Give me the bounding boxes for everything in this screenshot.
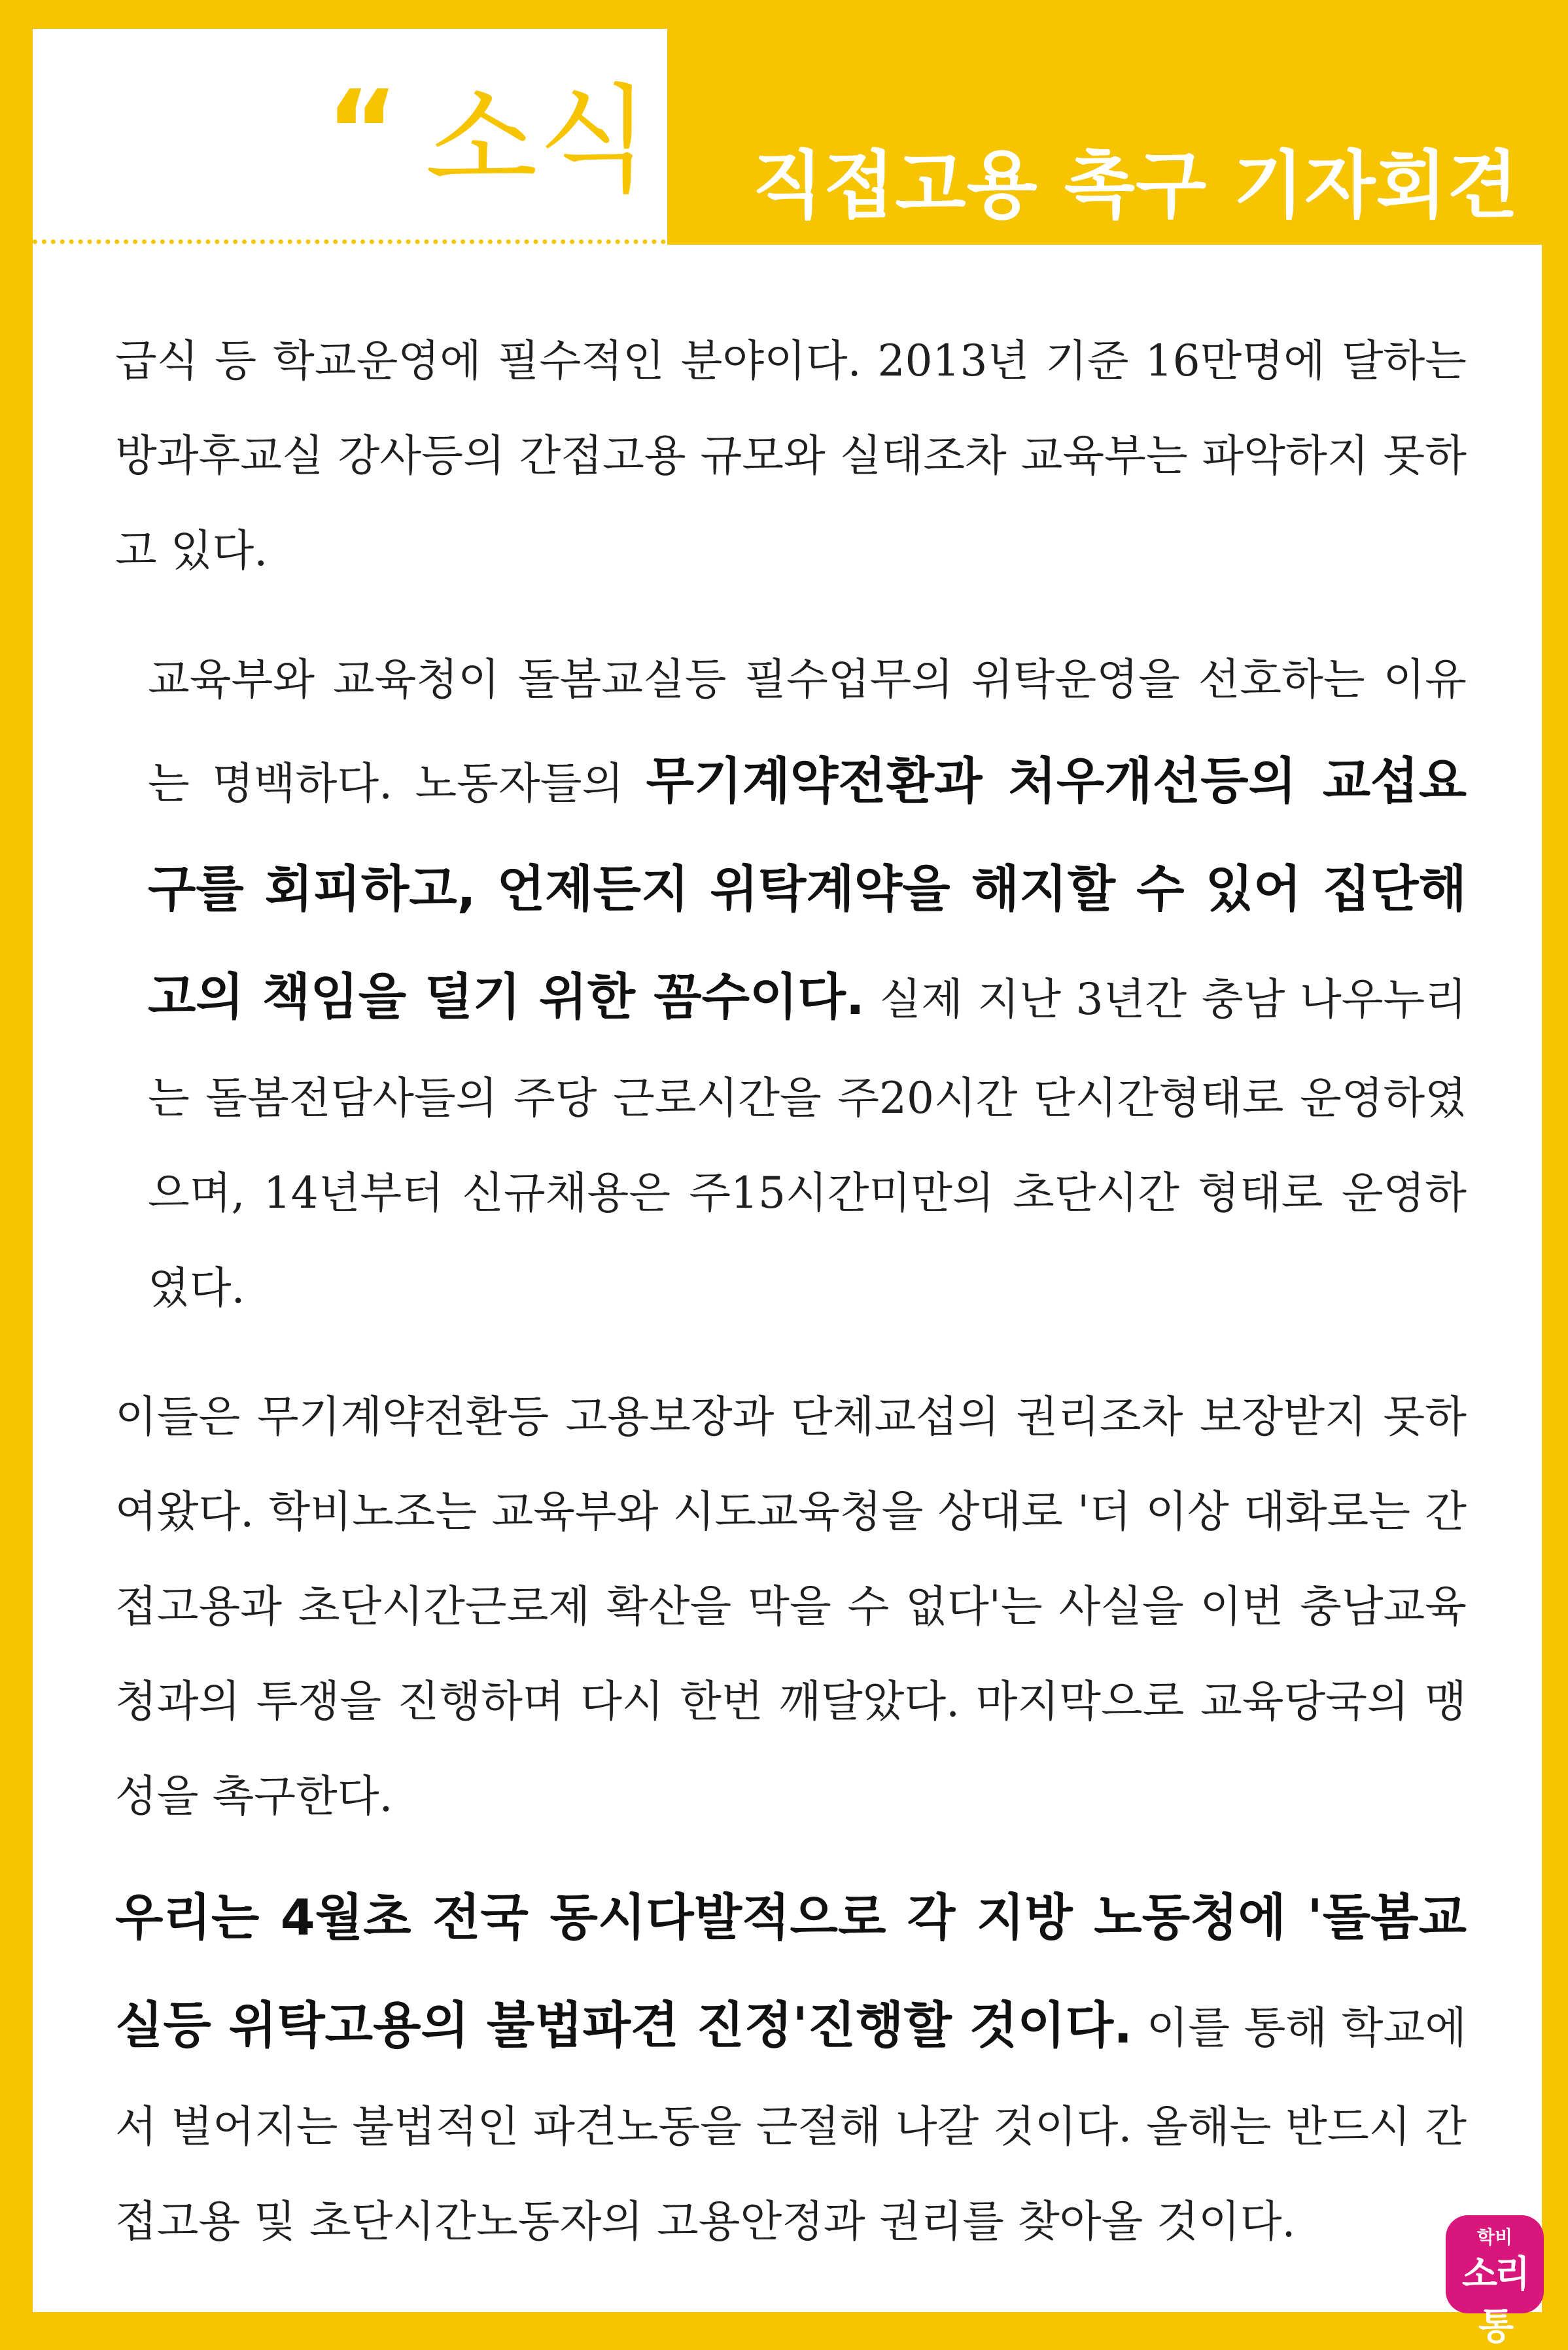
dotted-divider — [33, 239, 666, 244]
logo-big-text: 소리통 — [1461, 2253, 1528, 2348]
title-banner — [667, 29, 1542, 245]
logo-small-text: 학비 — [1476, 2226, 1513, 2248]
paragraph-4 — [115, 1863, 1467, 2269]
paragraph-spacer — [115, 1335, 1467, 1369]
paragraph-spacer — [115, 598, 1467, 632]
page-title: 직접고용 촉구 기자회견 — [752, 143, 1519, 228]
paragraph-1: 급식 등 학교운영에 필수적인 분야이다. 2013년 기준 16만명에 달하는 방과후교실 강사등의 간접고용 규모와 실태조차 교육부는 파악하지 못하고 있다. — [115, 336, 1467, 576]
newsletter-logo — [1446, 2215, 1544, 2348]
paragraph-spacer — [115, 1844, 1467, 1863]
quote-mark-icon: “ — [326, 67, 399, 196]
section-header-left — [33, 29, 667, 245]
paragraph-2-emphasis: 무기계약전환과 처우개선등의 교섭요구를 회피하고, 언제든지 위탁계약을 해지할 수 있어 집단해고의 책임을 덜기 위한 꼼수이다. — [148, 752, 1467, 1026]
article-body — [115, 313, 1467, 2269]
paragraph-2-intro: 교육부와 교육청이 돌봄교실등 필수업무의 위탁운영을 선호하는 이유는 명백하다. 노동자들의 — [148, 654, 1467, 809]
paragraph-4-emphasis: 우리는 4월초 전국 동시다발적으로 각 지방 노동청에 '돌봄교실등 위탁고용의 불법파견 진정'진행할 것이다. — [115, 1888, 1467, 2054]
paragraph-2 — [115, 632, 1467, 1335]
paragraph-4-rest: 이를 통해 학교에서 벌어지는 불법적인 파견노동을 근절해 나갈 것이다. 올해는 반드시 간접고용 및 초단시간노동자의 고용안정과 권리를 찾아올 것이다. — [115, 2003, 1467, 2247]
section-label: 소식 — [425, 73, 650, 208]
news-page — [33, 29, 1542, 2348]
paragraph-2-rest: 실제 지난 3년간 충남 나우누리는 돌봄전담사들의 주당 근로시간을 주20시간 단시간형태로 운영하였으며, 14년부터 신규채용은 주15시간미만의 초단시간 형태로 운영하였다. — [148, 974, 1467, 1313]
paragraph-3: 이들은 무기계약전환등 고용보장과 단체교섭의 권리조차 보장받지 못하여왔다. 학비노조는 교육부와 시도교육청을 상대로 '더 이상 대화로는 간접고용과 초단시간근로제 확산을 막을 수 없다'는 사실을 이번 충남교육청과의 투쟁을 진행하며 다시 한번 깨달았다. 마지막으로 교육당국의 맹성을 촉구한다. — [115, 1392, 1467, 1821]
